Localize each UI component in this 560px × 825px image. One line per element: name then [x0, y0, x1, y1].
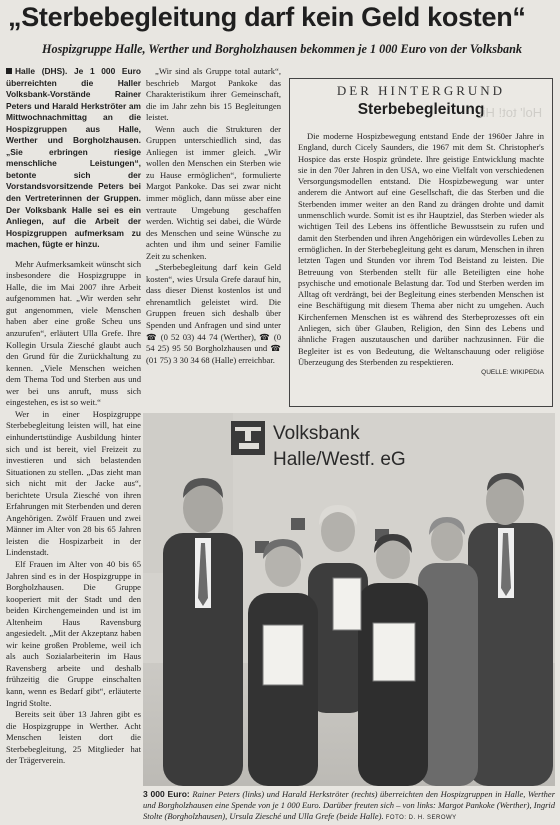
- bullet-square-icon: [6, 68, 12, 74]
- photo-caption: [143, 789, 555, 825]
- lead-paragraph: Halle (DHS). Je 1 000 Euro überreichten die Haller Volksbank-Vorstände Rainer Peters und Harald Herkströter am Mittwochnachmittag an die Hospizgruppen aus Halle, Werther und Borgholzhausen. „Sie erbringen riesige menschliche Leistungen“, betonte sich der Vorstandsvorsitzende Peters bei den Vertreterinnen der Gruppen. Der Volksbank Halle sei es ein Anliegen, auf die Arbeit der Hospizgruppen aufmerksam zu machen, fügte er hinzu.: [6, 66, 141, 250]
- article-column-1: [6, 66, 141, 767]
- background-info-box: [289, 78, 553, 407]
- paragraph: „Wir sind als Gruppe total autark“, beschrieb Margot Pankoke das Charakteristikum ihrer Gemeinschaft, die im Jahr zehn bis 15 Begleitungen leistet.: [146, 66, 281, 123]
- banner-line-1: Volksbank: [273, 423, 360, 444]
- column-1-body: [6, 259, 141, 767]
- photo-credit: FOTO: D. H. SEROWY: [385, 815, 457, 822]
- box-kicker: DER HINTERGRUND: [336, 83, 506, 98]
- paragraph: Elf Frauen im Alter von 40 bis 65 Jahren sind es in der Hospizgruppe in Borgholzhausen. Die Gruppe kooperiert mit der Stadt und den beiden Kirchengemeinden und ist im Altenheim Haus Ravensburg angesiedelt. „Mit der Akzeptanz haben wir keine großen Probleme, weil ich als auch Sozialarbeiterin im Haus Ravensberg arbeite und deshalb frühzeitig die Gruppe einschalten kann, wenn es Bedarf gibt“, erläuterte Ingrid Stolte.: [6, 558, 141, 708]
- article-column-2: [146, 66, 281, 366]
- caption-lead: 3 000 Euro:: [143, 789, 190, 799]
- photo-illustration: [143, 413, 555, 786]
- volksbank-logo-icon: [231, 421, 265, 455]
- group-photo: [143, 413, 555, 786]
- box-title: Sterbebegleitung: [357, 101, 485, 118]
- paragraph: Bereits seit über 13 Jahren gibt es die Hospizgruppe in Werther. Acht Menschen leisten dort die Sterbebegleitung, 25 Mitglieder hat der Trägerverein.: [6, 709, 141, 766]
- box-source: QUELLE: WIKIPEDIA: [481, 369, 544, 377]
- paragraph: „Sterbebegleitung darf kein Geld kosten“, wies Ursula Grefe darauf hin, dass dieser Dienst kostenlos ist und ehrenamtlich geleistet wird. Die Gruppen freuen sich deshalb über Spenden und Anfragen und sind unter ☎ (0 52 03) 44 74 (Werther), ☎ (0 54 25) 95 50 Borgholzhausen und ☎ (01 75) 3 30 34 68 (Halle) erreichbar.: [146, 262, 281, 365]
- subheadline: Hospizgruppe Halle, Werther und Borgholzhausen bekommen je 1 000 Euro von der Volksbank: [42, 42, 523, 56]
- paragraph: Mehr Aufmerksamkeit wünscht sich insbesondere die Hospizgruppe in Halle, die im Mai 2007 ihre Arbeit aufgenommen hat. „Wir werden sehr gut angenommen, viele Menschen haben aber eine große Scheu uns anzurufen“, erläutert Ulla Grefe. Ihre Kollegin Ursula Ziesché glaubt auch den Grund für die Zurückhaltung zu kennen. „Viele Menschen weichen dem Thema Tod und Sterben aus und wer bei uns anruft, muss sich eingestehen, es ist so weit.“: [6, 258, 141, 408]
- caption-text: Rainer Peters (links) und Harald Herkströter (rechts) überreichten den Hospizgruppen in Halle, Werther und Borgholzhausen eine Spende von je 1 000 Euro. Darüber freuten sich – von links: Margot Pankoke (Werther), Ingrid Stolte (Borgholzhausen), Ursula Ziesché und Ulla Grefe (beide Halle).: [143, 789, 555, 822]
- paragraph: Wer in einer Hospizgruppe Sterbebegleitung leisten will, hat eine einhundertstündige Ausbildung hinter sich und ist bereit, viel Freizeit zu investieren und sich belastenden Situationen zu stellen. „Das zieht man sich nicht mit der Jacke aus“, berichtete Ursula Ziesché von ihren Erfahrungen mit Sterbenden und deren Angehörigen. Zwölf Frauen und zwei Männer im Alter von 28 bis 65 Jahren leisten die Hospizarbeit in der Lindenstadt.: [6, 408, 141, 558]
- show-through-text: Hol' tot! Hi!: [478, 105, 542, 120]
- banner-line-2: Halle/Westf. eG: [273, 449, 406, 470]
- headline: „Sterbebegleitung darf kein Geld kosten“: [8, 2, 526, 32]
- box-paragraph: Die moderne Hospizbewegung entstand Ende der 1960er Jahre in England, durch Cicely Saunders, die 1967 mit dem St. Christopher's Hospice das erste Hospiz gründete. Ihre geistige Entwicklung machte sie in den 70er Jahren in den USA, wo eine Vielfalt von verschiedenen Versorgungsmodellen entstand. Die Hospizbewegung war unter anderem die Antwort auf eine Gesellschaft, die das Sterben und die Sterbenden immer weiter an den Rand zu drängen drohte und damit unmenschlich wurde. Somit ist es ihr Hauptziel, das Sterben wieder als wichtigen Teil des Lebens ins öffentliche Bewusstsein zu rufen und damit den Sterbenden und ihren Angehörigen ein würdevolles Leben zu ermöglichen. In der Sterbebegleitung geht es darum, Menschen in ihren letzten Tagen und Stunden vor ihrem Tod Beistand zu leisten. Die Betreuung von Sterbenden stellt für alle Beteiligten eine hohe psychische und emotionale Belastung dar. Tod und Sterben werden im Alltag oft verdrängt, bei der Begleitung eines sterbenden Menschen ist eine Beschäftigung mit diesem Thema aber nicht zu umgehen. Auch Kirchenfernen Menschen ist es während des Sterbeprozesses oft ein Anliegen, sich über Glauben, Religion, den Sinn des Lebens und ähnliche Fragen auszutauschen und darüber nachzusinnen. Für die Begleiter ist es von Bedeutung, die Weltanschauung oder religiöse Überzeugung des Sterbenden zu respektieren.: [298, 131, 544, 367]
- paragraph: Wenn auch die Strukturen der Gruppen unterschiedlich sind, das Anliegen ist immer gleich. „Wir wollen den Menschen ein Sterben wie zu Hause ermöglichen“, formulierte Margot Pankoke. Das sei zwar nicht immer möglich, dann müsse aber eine vertraute Umgebung geschaffen werden. Wichtig sei dabei, die Würde des Menschen und seine Wünsche zu achten und ihm und seiner Familie Zeit zu schenken.: [146, 123, 281, 261]
